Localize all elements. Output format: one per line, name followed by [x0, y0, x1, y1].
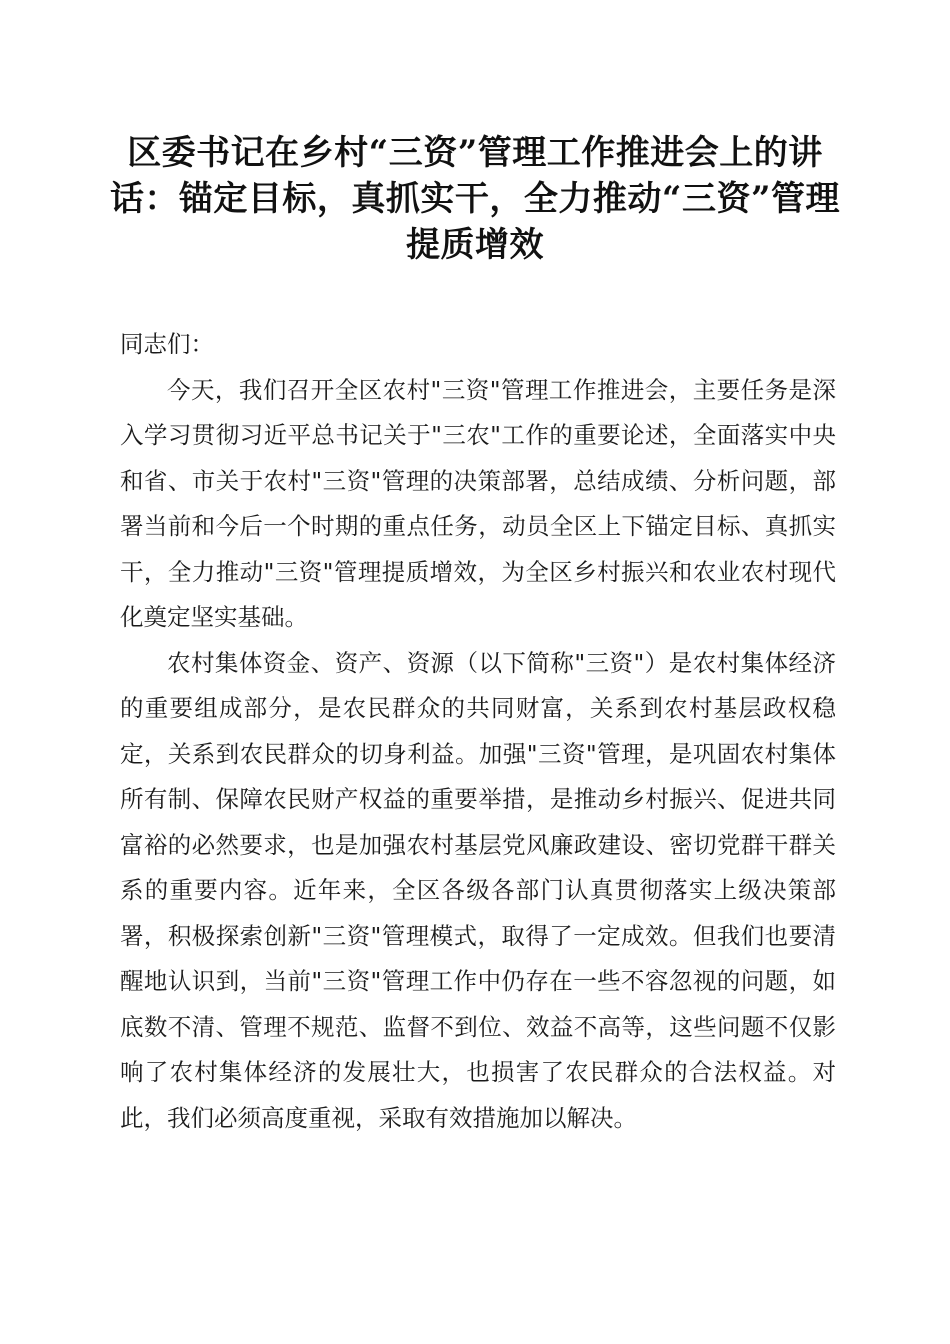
document-title: 区委书记在乡村“三资”管理工作推进会上的讲话：锚定目标，真抓实干，全力推动“三资”管理提质增效 [109, 133, 841, 265]
document-body [120, 322, 836, 1141]
paragraph-2: 农村集体资金、资产、资源（以下简称"三资"）是农村集体经济的重要组成部分，是农民群众的共同财富，关系到农村基层政权稳定，关系到农民群众的切身利益。加强"三资"管理，是巩固农村集体所有制、保障农民财产权益的重要举措，是推动乡村振兴、促进共同富裕的必然要求，也是加强农村基层党风廉政建设、密切党群干群关系的重要内容。近年来，全区各级各部门认真贯彻落实上级决策部署，积极探索创新"三资"管理模式，取得了一定成效。但我们也要清醒地认识到，当前"三资"管理工作中仍存在一些不容忽视的问题，如底数不清、管理不规范、监督不到位、效益不高等，这些问题不仅影响了农村集体经济的发展壮大，也损害了农民群众的合法权益。对此，我们必须高度重视，采取有效措施加以解决。 [120, 648, 836, 1132]
salutation: 同志们： [120, 330, 214, 358]
paragraph-1: 今天，我们召开全区农村"三资"管理工作推进会，主要任务是深入学习贯彻习近平总书记关于"三农"工作的重要论述，全面落实中央和省、市关于农村"三资"管理的决策部署，总结成绩、分析问题，部署当前和今后一个时期的重点任务，动员全区上下锚定目标、真抓实干，全力推动"三资"管理提质增效，为全区乡村振兴和农业农村现代化奠定坚实基础。 [120, 375, 836, 631]
